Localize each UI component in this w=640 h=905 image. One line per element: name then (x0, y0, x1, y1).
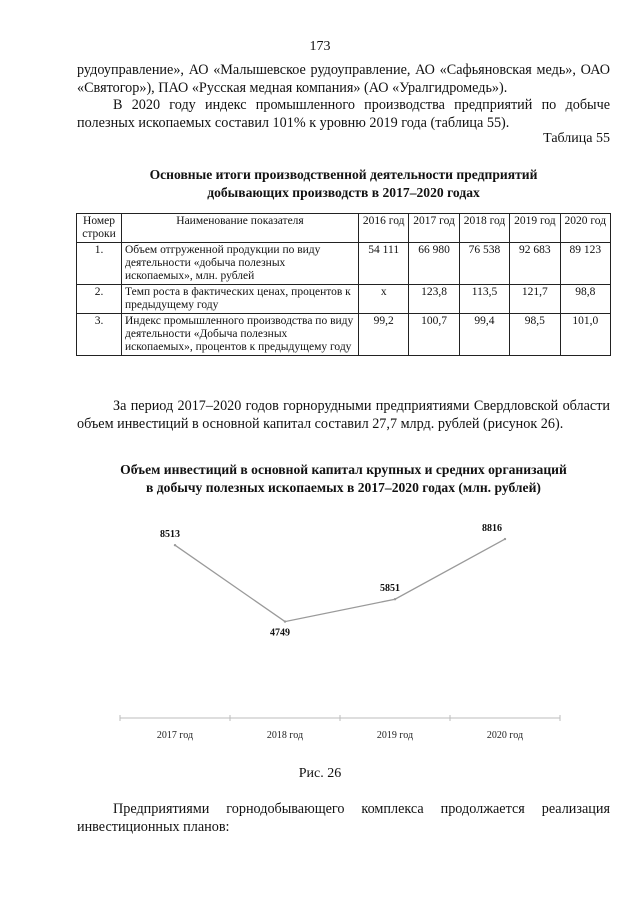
table-header-row (77, 214, 611, 243)
value-2019: 92 683 (510, 243, 560, 285)
investment-line-chart (110, 515, 570, 750)
figure-title (77, 461, 610, 497)
tick-labels (157, 730, 523, 741)
data-point (284, 620, 286, 622)
value-2017: 100,7 (409, 314, 459, 356)
value-2017: 66 980 (409, 243, 459, 285)
row-number: 3. (77, 314, 122, 356)
table-row (77, 243, 611, 285)
value-2018: 99,4 (459, 314, 509, 356)
value-2019: 121,7 (510, 285, 560, 314)
header-2017: 2017 год (409, 214, 459, 243)
figure-caption: Рис. 26 (298, 766, 342, 781)
header-2020: 2020 год (560, 214, 610, 243)
header-row-number: Номер строки (77, 214, 122, 243)
table-title (77, 166, 610, 202)
indicator-name: Индекс промышленного производства по виду деятельности «Добыча полезных ископаемых», процентов к предыдущему году (122, 314, 359, 356)
paragraph-intro-continued: рудоуправление», АО «Малышевское рудоуправление, АО «Сафьяновская медь», ОАО «Святогор»), ПАО «Русская медная компания» (АО «Уралгидромедь»). (77, 62, 610, 96)
header-2018: 2018 год (459, 214, 509, 243)
data-labels (160, 523, 502, 639)
table-title-line-1: Основные итоги производственной деятельности предприятий (149, 167, 538, 182)
data-point (504, 538, 506, 540)
value-2020: 89 123 (560, 243, 610, 285)
production-results-table (76, 213, 611, 356)
table-label: Таблица 55 (543, 131, 610, 146)
series-line (175, 539, 505, 622)
data-point (394, 598, 396, 600)
value-2018: 76 538 (459, 243, 509, 285)
row-number: 1. (77, 243, 122, 285)
value-2017: 123,8 (409, 285, 459, 314)
value-2020: 101,0 (560, 314, 610, 356)
value-2018: 113,5 (459, 285, 509, 314)
value-2016: 99,2 (359, 314, 409, 356)
value-2016: 54 111 (359, 243, 409, 285)
table-row (77, 285, 611, 314)
header-2019: 2019 год (510, 214, 560, 243)
x-tick-label: 2019 год (376, 730, 414, 741)
indicator-name: Объем отгруженной продукции по виду деятельности «добыча полезных ископаемых», млн. рублей (122, 243, 359, 285)
data-label: 4749 (270, 627, 290, 639)
x-tick-label: 2018 год (266, 730, 304, 741)
table-row (77, 314, 611, 356)
data-label: 8816 (482, 523, 502, 535)
header-indicator-name: Наименование показателя (122, 214, 359, 243)
figure-title-line-1: Объем инвестиций в основной капитал крупных и средних организаций (120, 462, 567, 477)
page-number: 173 (309, 39, 331, 54)
data-point (174, 544, 176, 546)
x-tick-label: 2017 год (156, 730, 194, 741)
value-2016: x (359, 285, 409, 314)
data-label: 8513 (160, 529, 180, 541)
figure-title-line-2: в добычу полезных ископаемых в 2017–2020 годах (млн. рублей) (146, 480, 541, 495)
indicator-name: Темп роста в фактических ценах, процентов к предыдущему году (122, 285, 359, 314)
x-axis (120, 715, 560, 721)
value-2020: 98,8 (560, 285, 610, 314)
paragraph-investment: За период 2017–2020 годов горнорудными предприятиями Свердловской области объем инвестиций в основной капитал составил 27,7 млрд. рублей (рисунок 26). (77, 398, 610, 432)
x-tick-label: 2020 год (486, 730, 524, 741)
data-label: 5851 (380, 583, 400, 595)
table-title-line-2: добывающих производств в 2017–2020 годах (207, 185, 480, 200)
header-2016: 2016 год (359, 214, 409, 243)
row-number: 2. (77, 285, 122, 314)
value-2019: 98,5 (510, 314, 560, 356)
paragraph-closing: Предприятиями горнодобывающего комплекса продолжается реализация инвестиционных планов: (77, 801, 610, 835)
paragraph-production-index: В 2020 году индекс промышленного производства предприятий по добыче полезных ископаемых составил 101% к уровню 2019 года (таблица 55). (77, 97, 610, 131)
